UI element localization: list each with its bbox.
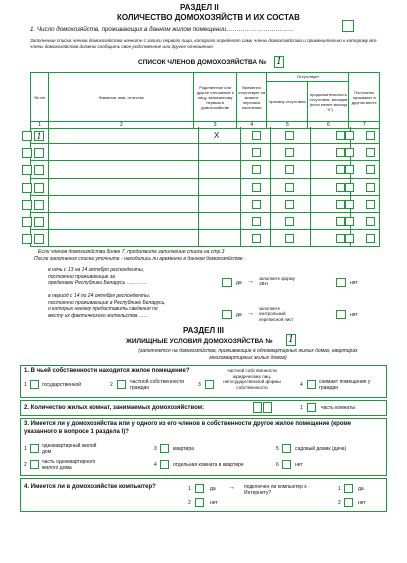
cell-divider	[240, 213, 241, 230]
households-count-box[interactable]	[342, 20, 354, 32]
other-place-box[interactable]	[366, 234, 375, 243]
col-number: 6	[308, 122, 349, 129]
option-number: 3	[154, 446, 157, 452]
cell-divider	[240, 230, 241, 247]
prop-none-box[interactable]	[282, 460, 291, 469]
duration-box[interactable]	[336, 217, 345, 226]
check2-no-box[interactable]	[336, 310, 346, 319]
option-number: 1	[188, 486, 191, 492]
option-number: 2	[110, 382, 113, 388]
cell-divider	[310, 196, 311, 213]
cell-divider	[240, 179, 241, 196]
ownership-private-box[interactable]	[117, 380, 126, 389]
row-number-box[interactable]	[34, 217, 44, 227]
ownership-rent-box[interactable]	[307, 380, 316, 389]
cell-divider	[310, 161, 311, 178]
internet-yes-label: да	[358, 486, 364, 492]
arrow-icon: →	[247, 310, 254, 317]
reason-box[interactable]	[285, 131, 294, 140]
ownership-legal-box[interactable]	[205, 380, 214, 389]
cell-divider	[48, 161, 49, 178]
arrow-icon: →	[228, 484, 235, 491]
part-room-label: часть комнаты	[321, 405, 355, 411]
duration-box[interactable]	[336, 200, 345, 209]
cell-divider	[198, 161, 199, 178]
prop-house-box[interactable]	[30, 444, 39, 453]
list-title: СПИСОК ЧЛЕНОВ ДОМОХОЗЯЙСТВА №	[138, 59, 267, 66]
q1-ownership: 1. В чьей собственности находится жилое помещение?	[24, 368, 190, 374]
cell-divider	[310, 144, 311, 161]
option-number: 2	[338, 500, 341, 506]
list-number-box[interactable]: 1	[274, 56, 284, 68]
check2-yes-box[interactable]	[222, 310, 232, 319]
prop-flat-box[interactable]	[160, 444, 169, 453]
check2-text: в период с 14 по 24 октября респонденты, постоянно проживающие в Республике Беларусь, о которых некому предоставить сведения по месту их фактического жительства ……	[48, 293, 166, 319]
col-number: 4	[236, 122, 267, 129]
cell-divider	[240, 196, 241, 213]
option-number: 1	[338, 486, 341, 492]
cell-divider	[310, 230, 311, 247]
check1-no-label: нет	[350, 280, 358, 286]
cell-divider	[270, 196, 271, 213]
option-number: 6	[276, 462, 279, 468]
col-name-header: Фамилия, имя, отчество	[49, 73, 194, 122]
col-number: 2	[49, 122, 194, 129]
internet-no-box[interactable]	[344, 498, 353, 507]
option-number: 1	[24, 446, 27, 452]
duration-box[interactable]	[336, 131, 345, 140]
row-number-box-2[interactable]	[22, 217, 32, 227]
cell-divider	[240, 144, 241, 161]
temp-absent-box[interactable]	[252, 217, 261, 226]
table-row	[30, 161, 380, 178]
relation-value[interactable]: X	[214, 131, 220, 140]
cell-divider	[270, 213, 271, 230]
cell-divider	[270, 230, 271, 247]
col-no-header: № п/п	[31, 73, 49, 122]
check1-no-box[interactable]	[336, 278, 346, 287]
ownership-state-box[interactable]	[30, 380, 39, 389]
cell-divider	[198, 196, 199, 213]
check2-no-label: нет	[350, 312, 358, 318]
q2-rooms: 2. Количество жилых комнат, занимаемых домохозяйством:	[24, 405, 205, 411]
list-note: Заполнение списка членов домохозяйства начните с записи первого лица, которого определят сами члены домохозяйства и применительно к которому все члены домохозяйства должны сообщить свое родственное или другое отношение.	[30, 38, 377, 49]
reason-box[interactable]	[285, 200, 294, 209]
cell-divider	[240, 127, 241, 144]
option-number: 4	[300, 382, 303, 388]
cell-divider	[310, 213, 311, 230]
col-absent-header: Отсутствует	[267, 73, 348, 82]
temp-absent-box[interactable]	[252, 200, 261, 209]
check2-yes-label: да	[236, 312, 242, 318]
row-number-box[interactable]	[34, 200, 44, 210]
other-place-box[interactable]	[366, 200, 375, 209]
duration-box-2[interactable]	[345, 131, 354, 140]
section2-title: РАЗДЕЛ II	[180, 3, 219, 12]
cell-divider	[240, 161, 241, 178]
col-reason-header: причину отсутствия	[267, 82, 308, 121]
cell-divider	[48, 230, 49, 247]
cell-divider	[48, 144, 49, 161]
arrow-icon: →	[247, 278, 254, 285]
option-number: 2	[24, 462, 27, 468]
prop-dacha-label: садовый домик (дача)	[295, 446, 347, 452]
reason-box[interactable]	[285, 217, 294, 226]
reason-box[interactable]	[285, 165, 294, 174]
prop-room-box[interactable]	[160, 460, 169, 469]
option-number: 1	[300, 405, 303, 411]
check1-text: в ночь с 13 на 14 октября респонденты, постоянно проживающие за пределами Республики Беларусь …………	[48, 267, 147, 286]
option-number: 2	[188, 500, 191, 506]
ownership-legal-label: частной собственности юридических лиц, негосударственной формы собственности	[223, 368, 281, 390]
duration-box-2[interactable]	[345, 165, 354, 174]
duration-box-2[interactable]	[345, 148, 354, 157]
note-check: После заполнения списка уточните - находились ли временно в данном домохозяйстве:	[34, 256, 244, 262]
duration-box-2[interactable]	[345, 217, 354, 226]
option-number: 5	[276, 446, 279, 452]
row-number-box-2[interactable]	[22, 148, 32, 158]
cell-divider	[310, 127, 311, 144]
other-place-box[interactable]	[366, 183, 375, 192]
ownership-private-label: частной собственности граждан	[130, 379, 185, 391]
cell-divider	[48, 196, 49, 213]
duration-box[interactable]	[336, 148, 345, 157]
prop-house-label: одноквартирный жилой дом	[42, 443, 97, 455]
row-number-box-2[interactable]	[22, 165, 32, 175]
option-number: 3	[198, 382, 201, 388]
rooms-box-2[interactable]	[263, 402, 272, 413]
table-row	[30, 144, 380, 161]
cell-divider	[270, 161, 271, 178]
cell-divider	[270, 144, 271, 161]
check1-yes-label: да	[236, 280, 242, 286]
computer-yes-label: да	[210, 486, 216, 492]
row-number-box-2[interactable]	[22, 183, 32, 193]
computer-no-box[interactable]	[195, 498, 204, 507]
duration-box[interactable]	[336, 165, 345, 174]
ownership-rent-label: снимает помещение у граждан	[319, 379, 371, 391]
row-number-box-2[interactable]	[22, 131, 32, 141]
q3-other-property: 3. Имеется ли у домохозяйства или у одного из его членов в собственности другое жилое помещение (кроме указанного в вопросе 1 раздела I)?	[24, 421, 352, 435]
prop-none-label: нет	[295, 462, 303, 468]
cell-divider	[198, 144, 199, 161]
row-number-box-2[interactable]	[22, 200, 32, 210]
ownership-state-label: государственной	[42, 382, 82, 388]
col-duration-header: продолжительность отсутствия, месяцев (если менее месяца - "0")	[309, 91, 348, 112]
cell-divider	[198, 127, 199, 144]
table-row	[30, 127, 380, 144]
computer-yes-box[interactable]	[195, 484, 204, 493]
cell-divider	[310, 179, 311, 196]
section2-subtitle: КОЛИЧЕСТВО ДОМОХОЗЯЙСТВ И ИХ СОСТАВ	[117, 13, 300, 22]
prop-house-part-box[interactable]	[30, 460, 39, 469]
duration-box-2[interactable]	[345, 234, 354, 243]
duration-box-2[interactable]	[345, 200, 354, 209]
cell-divider	[270, 179, 271, 196]
col-number: 5	[267, 122, 308, 129]
duration-box[interactable]	[336, 183, 345, 192]
reason-box[interactable]	[285, 148, 294, 157]
prop-room-label: отдельная комната в квартире	[173, 462, 244, 468]
col-number: 3	[194, 122, 236, 129]
prop-flat-label: квартира	[173, 446, 194, 452]
section3-title: РАЗДЕЛ III	[183, 326, 224, 335]
part-room-box[interactable]	[307, 403, 316, 412]
table-row	[30, 196, 380, 213]
cell-divider	[48, 213, 49, 230]
temp-absent-box[interactable]	[252, 183, 261, 192]
internet-question: подключен ли компьютер к Интернету?	[244, 484, 307, 496]
internet-yes-box[interactable]	[344, 484, 353, 493]
row-number-box[interactable]	[34, 183, 44, 193]
rooms-box-1[interactable]	[253, 402, 262, 413]
prop-house-part-label: часть одноквартирного жилого дома	[42, 459, 96, 471]
row-number-box[interactable]	[34, 148, 44, 158]
cell-divider	[270, 127, 271, 144]
q1-households-count: 1. Число домохозяйств, проживающих в данном жилом помещении……………………………	[30, 26, 295, 33]
option-number: 1	[24, 382, 27, 388]
table-row	[30, 179, 380, 196]
col-other-place-header: Постоянно проживает в другом месте	[349, 73, 380, 122]
internet-no-label: нет	[358, 500, 366, 506]
other-place-box[interactable]	[366, 131, 375, 140]
other-place-box[interactable]	[366, 148, 375, 157]
note-more-members: Если членов домохозяйства более 7, продолжите заполнение списка на стр.3	[38, 249, 225, 255]
table-row	[30, 230, 380, 247]
section3-subtitle: ЖИЛИЩНЫЕ УСЛОВИЯ ДОМОХОЗЯЙСТВА №	[126, 338, 273, 345]
cell-divider	[198, 179, 199, 196]
check1-yes-box[interactable]	[222, 278, 232, 287]
col-relation-header: Родственное или другое отношение к лицу, записанному первым в домохозяйстве	[194, 73, 236, 122]
col-number: 7	[349, 122, 380, 129]
option-number: 4	[154, 462, 157, 468]
cell-divider	[198, 213, 199, 230]
row-number-box[interactable]	[34, 165, 44, 175]
row-number-box-2[interactable]	[22, 234, 32, 244]
temp-absent-box[interactable]	[252, 234, 261, 243]
other-place-box[interactable]	[366, 165, 375, 174]
reason-box[interactable]	[285, 234, 294, 243]
other-place-box[interactable]	[366, 217, 375, 226]
col-number: 1	[31, 122, 49, 129]
check1-yes-note: заполните форму ЗВН	[259, 276, 295, 287]
cell-divider	[198, 230, 199, 247]
row-number-box[interactable]	[34, 234, 44, 244]
q4-computer: 4. Имеется ли в домохозяйстве компьютер?	[24, 484, 156, 490]
check2-yes-note: заполните контрольный переписной лист	[259, 306, 294, 322]
cell-divider	[48, 179, 49, 196]
reason-box[interactable]	[285, 183, 294, 192]
temp-absent-box[interactable]	[252, 131, 261, 140]
prop-dacha-box[interactable]	[282, 444, 291, 453]
col-temp-absent-header: Временно отсутствует на момент переписи населения	[236, 73, 267, 122]
duration-box[interactable]	[336, 234, 345, 243]
section3-note: (заполняется на домохозяйства, проживающие в одноквартирных жилых домах, квартирах многоквартирных жилых домов)	[138, 348, 358, 361]
duration-box-2[interactable]	[345, 183, 354, 192]
cell-divider	[48, 127, 49, 144]
temp-absent-box[interactable]	[252, 148, 261, 157]
temp-absent-box[interactable]	[252, 165, 261, 174]
table-row	[30, 213, 380, 230]
row-number-box[interactable]: 1	[34, 131, 44, 141]
section3-number-box[interactable]: 1	[286, 334, 296, 346]
computer-no-label: нет	[210, 500, 218, 506]
